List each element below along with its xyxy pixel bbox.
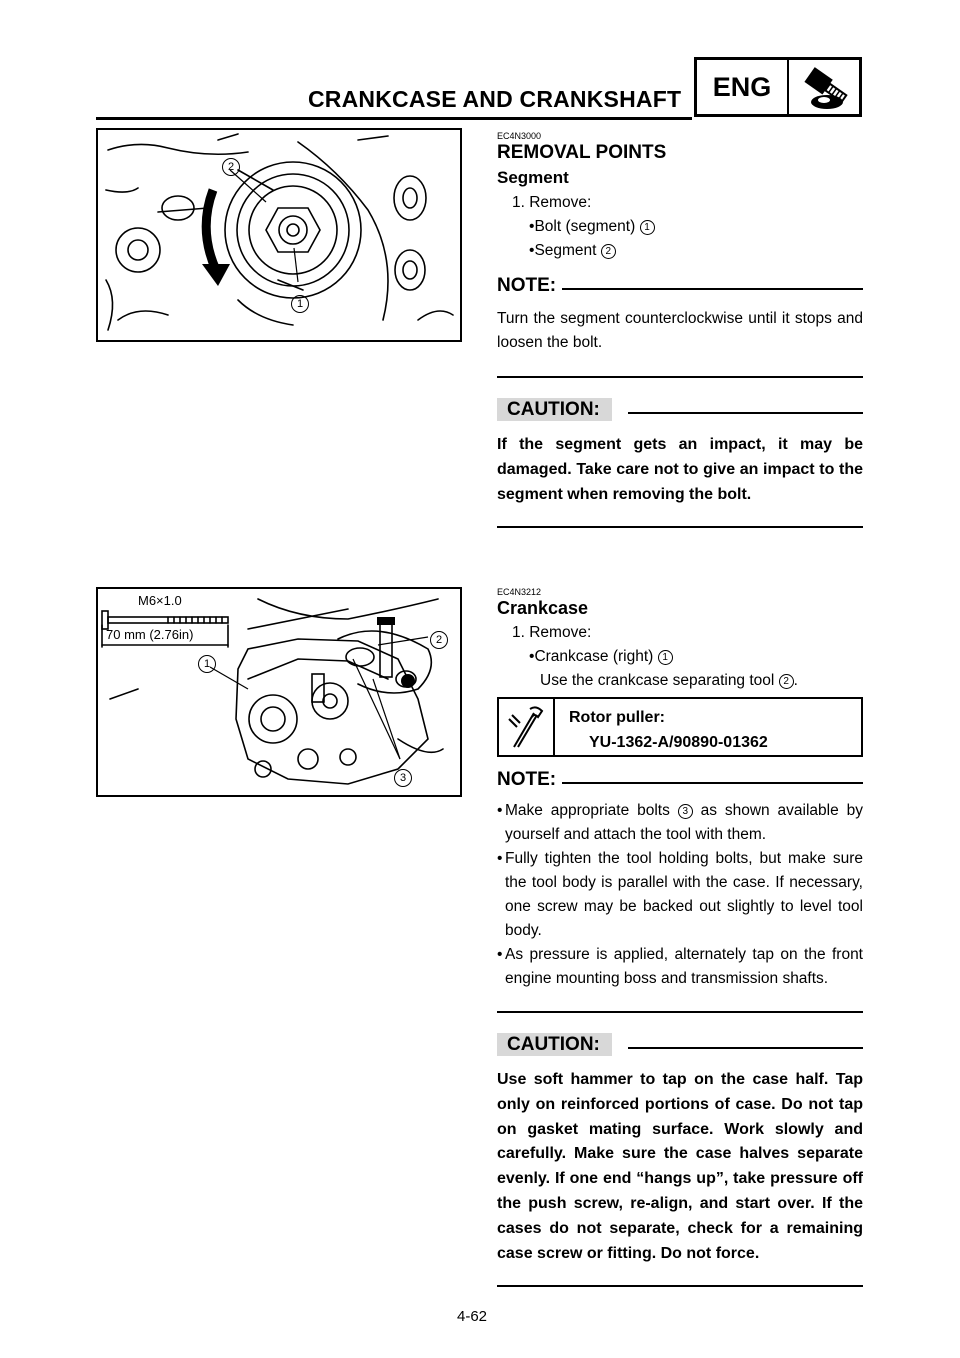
list-item: • As pressure is applied, alternately tap on the front engine mounting boss and transmission shafts. — [497, 943, 863, 991]
callout-3: 3 — [678, 804, 693, 819]
list-item-sub-text: Use the crankcase separating tool — [540, 672, 775, 689]
callout-2: 2 — [430, 631, 448, 649]
caution-header — [497, 398, 863, 421]
tool-info — [555, 699, 768, 755]
callout-2: 2 — [779, 674, 794, 689]
section-tab-box — [694, 57, 862, 117]
callout-1: 1 — [658, 650, 673, 665]
caution-end-rule — [497, 526, 863, 528]
header-rule — [96, 117, 692, 120]
caution-text: If the segment gets an impact, it may be damaged. Take care not to give an impact to the segment when removing the bolt. — [497, 436, 863, 503]
tool-part-number: YU-1362-A/90890-01362 — [589, 734, 768, 751]
note-bullets — [497, 799, 863, 991]
section-removal-points — [497, 131, 863, 528]
note-end-rule — [497, 376, 863, 378]
note-header — [497, 769, 863, 791]
subheading: Segment — [497, 168, 569, 187]
list-item-text: Crankcase (right) — [534, 648, 654, 665]
bullet-text: Make appropriate bolts — [505, 802, 670, 819]
bolt-length-label: 70 mm (2.76in) — [106, 627, 194, 642]
callout-1: 1 — [198, 655, 216, 673]
callout-2: 2 — [601, 244, 616, 259]
bolt-spec-label: M6×1.0 — [138, 593, 182, 608]
note-label: NOTE: — [497, 275, 557, 296]
callout-2: 2 — [222, 158, 240, 176]
section-code: ENG — [697, 60, 789, 114]
tool-label: Rotor puller: — [569, 709, 665, 726]
callout-3: 3 — [394, 769, 412, 787]
list-item: •Segment 2 — [529, 239, 863, 263]
segment-removal-figure — [96, 128, 462, 342]
note-end-rule — [497, 1011, 863, 1013]
callout-1: 1 — [640, 220, 655, 235]
caution-label: CAUTION: — [497, 398, 612, 421]
section-crankcase — [497, 587, 863, 1287]
wrench-bolt-icon — [789, 60, 859, 114]
list-item-text: Bolt (segment) — [534, 218, 636, 235]
callout-1: 1 — [291, 295, 309, 313]
section-heading: Crankcase — [497, 598, 589, 618]
section-heading: REMOVAL POINTS — [497, 142, 667, 163]
list-item: • Make appropriate bolts 3 as shown available by yourself and attach the tool with them. — [497, 802, 863, 843]
step-label: 1. Remove: — [512, 194, 592, 211]
step-label: 1. Remove: — [512, 624, 592, 641]
note-header — [497, 275, 863, 297]
note-text: Turn the segment counterclockwise until it stops and loosen the bolt. — [497, 310, 863, 351]
page-number: 4-62 — [457, 1308, 488, 1325]
list-item: •Bolt (segment) 1 — [529, 215, 863, 239]
bullet-text-cont: as shown available by yourself and attach the tool with them. — [505, 802, 863, 843]
rotor-puller-tool-icon — [499, 699, 555, 755]
list-item-text: Segment — [534, 242, 597, 259]
list-item-sub: Use the crankcase separating tool 2 . — [540, 672, 798, 689]
page-header-title: CRANKCASE AND CRANKSHAFT — [308, 86, 682, 112]
caution-text: Use soft hammer to tap on the case half. Tap only on reinforced portions of case. Do not tap on gasket mating surface. Work slowly and carefully. Make sure the case halves separate evenly. If one end “hangs up”, take pressure off the push screw, re-align, and start over. If the cases do not separate, check for a remaining case screw or fitting. Do not force. — [497, 1071, 863, 1262]
bullet-text: Fully tighten the tool holding bolts, but make sure the tool body is parallel with the case. If necessary, one screw may be backed out slightly to level tool body. — [505, 850, 863, 939]
section-code-label: EC4N3000 — [497, 131, 542, 141]
caution-label: CAUTION: — [497, 1033, 612, 1056]
special-tool-box — [497, 697, 863, 757]
caution-end-rule — [497, 1285, 863, 1287]
caution-header — [497, 1033, 863, 1056]
bullet-text: As pressure is applied, alternately tap on the front engine mounting boss and transmission shafts. — [505, 946, 863, 987]
crankcase-separation-figure — [96, 587, 462, 797]
list-item: • Fully tighten the tool holding bolts, but make sure the tool body is parallel with the case. If necessary, one screw may be backed out slightly to level tool body. — [497, 847, 863, 943]
note-label: NOTE: — [497, 769, 557, 790]
section-code-label: EC4N3212 — [497, 587, 542, 597]
list-item: •Crankcase (right) 1 — [529, 645, 863, 669]
